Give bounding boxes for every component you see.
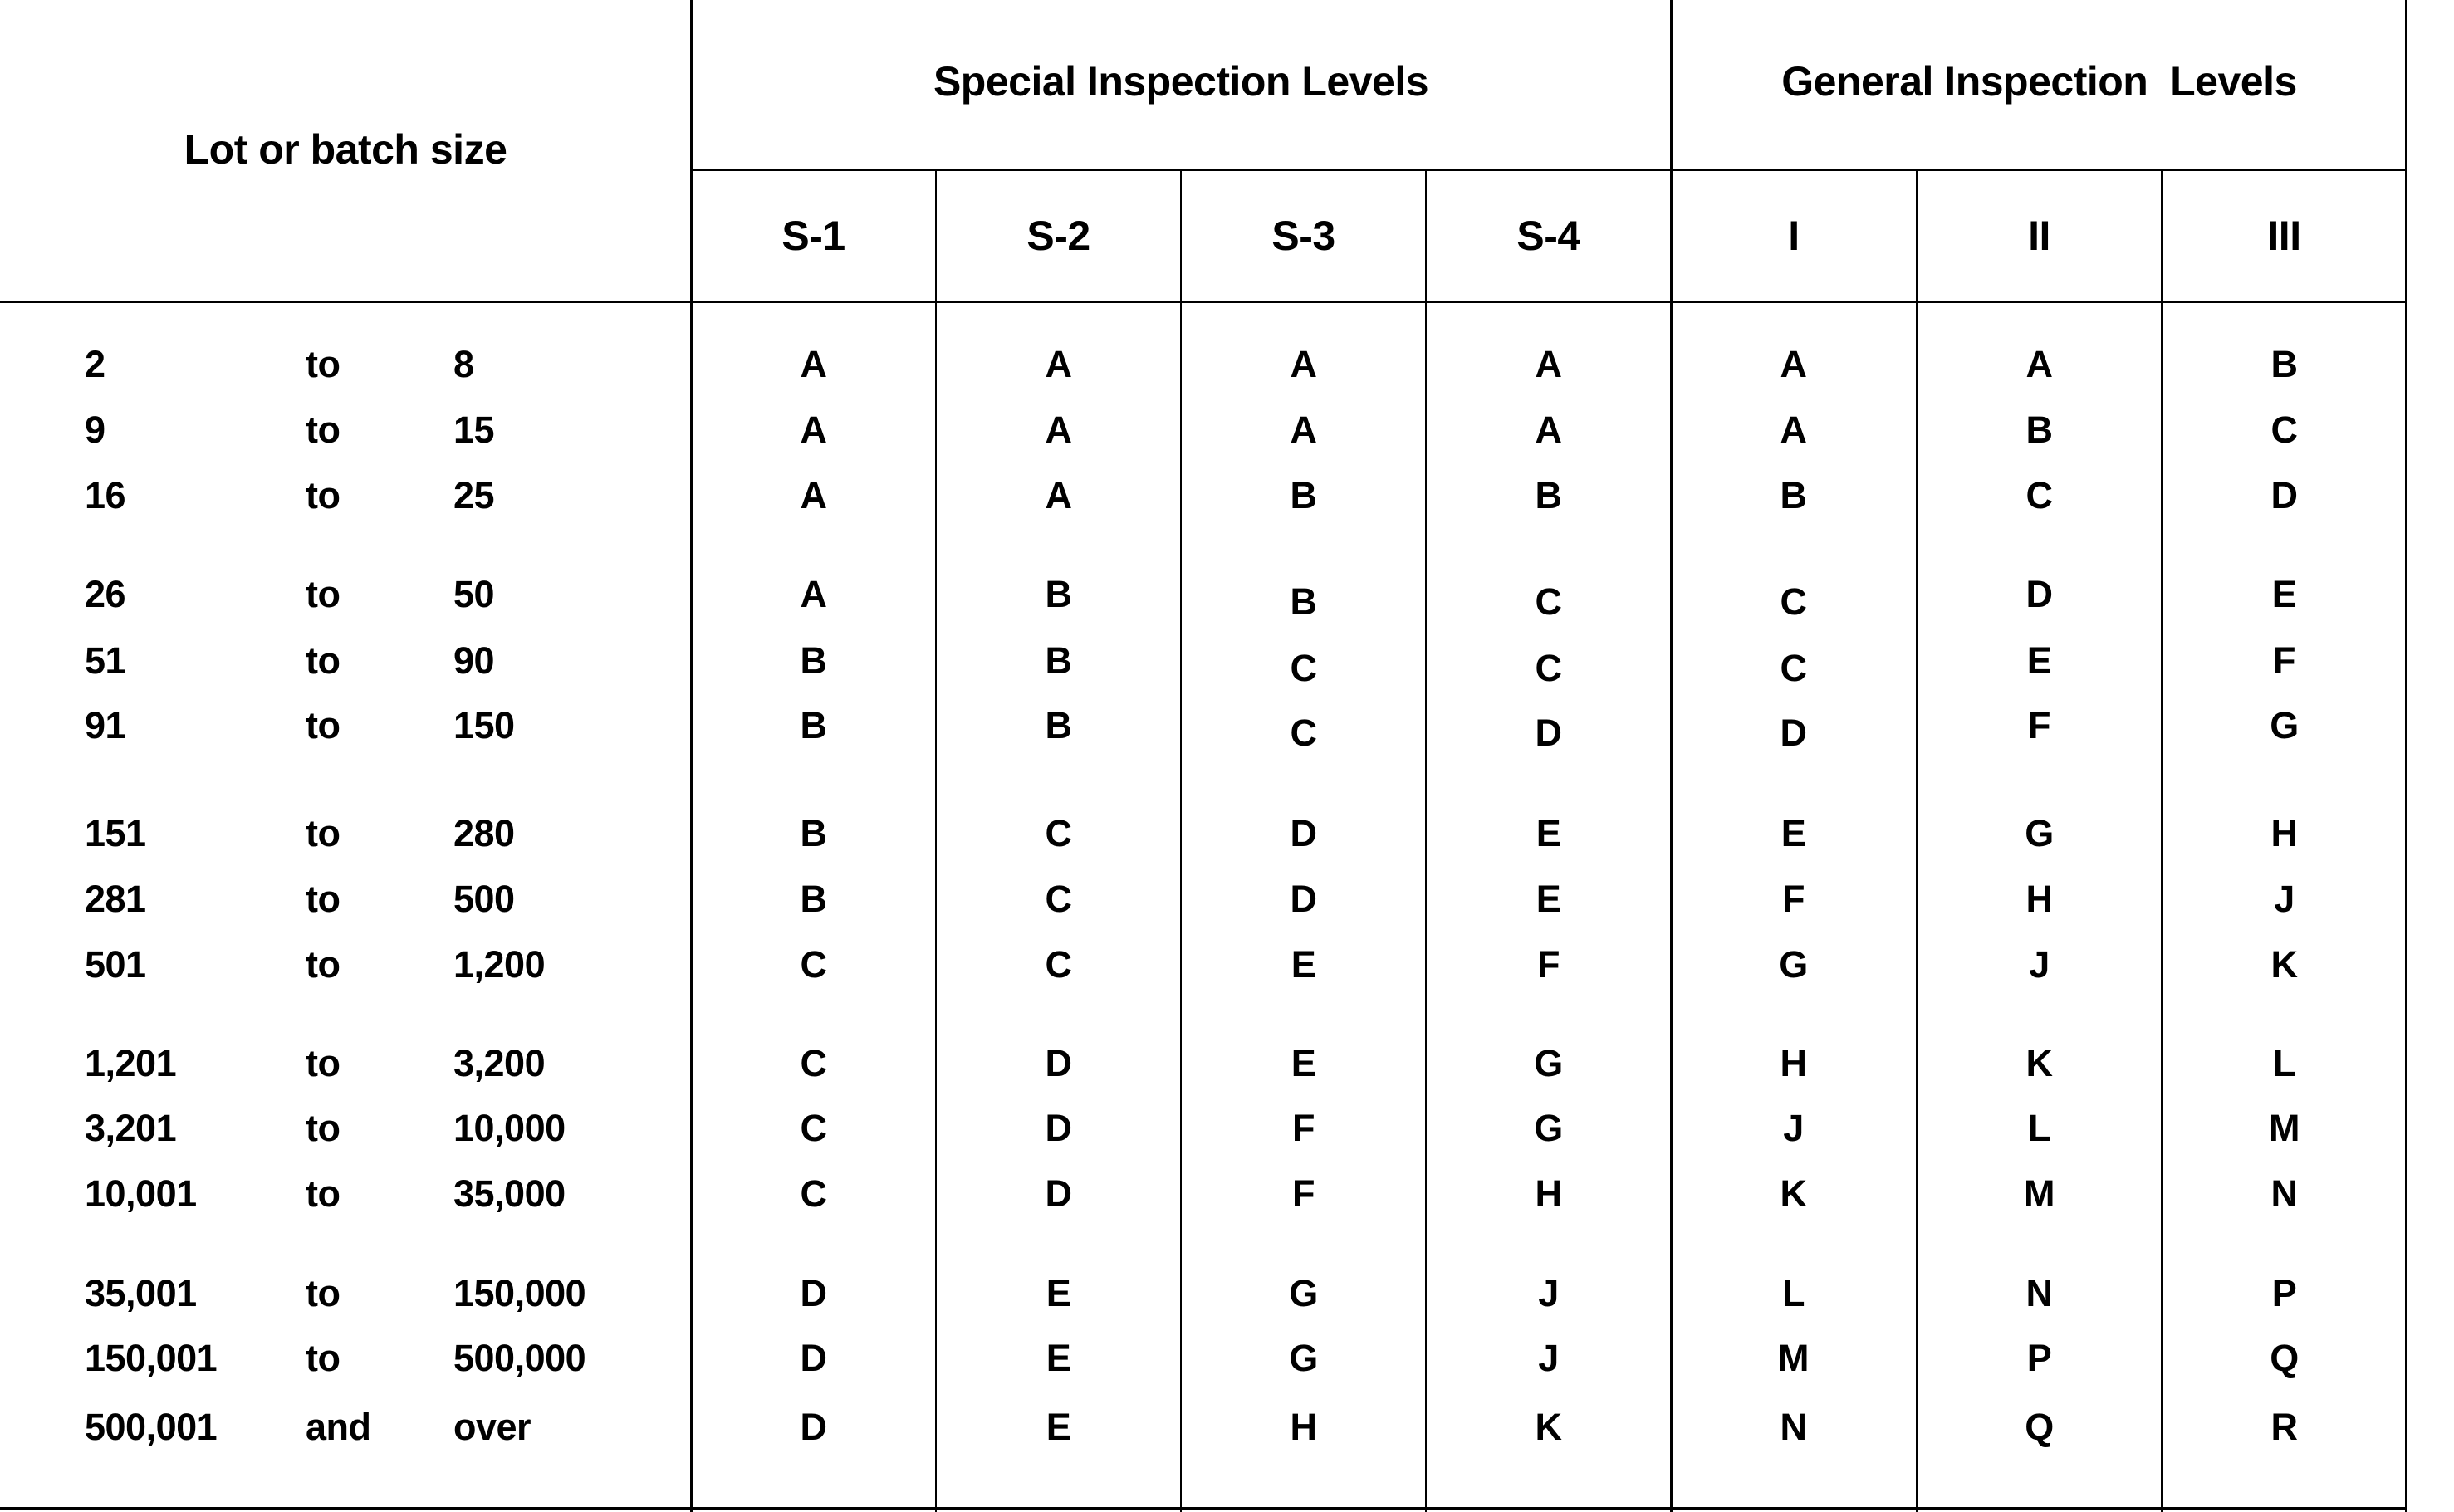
lot-size-separator: to	[306, 1107, 340, 1149]
sample-code-s4: A	[1535, 409, 1562, 451]
sample-code-s3: E	[1291, 943, 1316, 986]
rule-horizontal-group-header	[691, 169, 2407, 171]
sample-code-s4: J	[1538, 1337, 1559, 1379]
lot-size-separator: to	[306, 704, 340, 746]
sample-code-ii: L	[2028, 1107, 2050, 1149]
rule-horizontal-bottom-border	[0, 1507, 2407, 1510]
column-header-iii: III	[2267, 213, 2301, 259]
lot-size-to: 500,000	[453, 1337, 586, 1379]
column-header-ii: II	[2028, 213, 2050, 259]
sample-code-s2: D	[1045, 1107, 1072, 1149]
lot-size-separator: to	[306, 573, 340, 615]
lot-size-separator: and	[306, 1406, 371, 1448]
sample-code-s3: H	[1290, 1406, 1317, 1448]
sample-code-s1: B	[800, 812, 827, 854]
lot-size-separator: to	[306, 878, 340, 920]
sample-code-s4: C	[1535, 580, 1562, 623]
sample-code-i: A	[1780, 343, 1807, 385]
sample-code-s3: C	[1290, 712, 1317, 754]
sample-code-s4: J	[1538, 1272, 1559, 1314]
sample-code-s2: A	[1045, 409, 1072, 451]
lot-size-to: 3,200	[453, 1042, 546, 1084]
sample-code-s4: G	[1534, 1107, 1563, 1149]
sample-code-s2: C	[1045, 812, 1072, 854]
sample-code-iii: J	[2274, 878, 2295, 920]
sample-code-s3: G	[1289, 1337, 1318, 1379]
sample-code-s1: A	[800, 474, 827, 516]
sample-code-iii: L	[2273, 1042, 2295, 1084]
sample-code-s1: C	[800, 943, 827, 986]
column-header-s3: S-3	[1271, 213, 1335, 259]
sample-code-i: J	[1783, 1107, 1804, 1149]
lot-size-to: 150	[453, 704, 515, 746]
sample-code-s1: B	[800, 878, 827, 920]
sample-code-iii: Q	[2270, 1337, 2299, 1379]
lot-size-from: 51	[85, 639, 126, 682]
sample-code-ii: F	[2028, 704, 2050, 746]
sample-code-ii: M	[2024, 1172, 2055, 1215]
sample-code-ii: H	[2025, 878, 2053, 920]
lot-size-separator: to	[306, 1172, 340, 1215]
sample-code-s1: B	[800, 639, 827, 682]
sample-code-s4: K	[1535, 1406, 1562, 1448]
sample-code-iii: G	[2270, 704, 2299, 746]
sample-code-s4: E	[1536, 812, 1561, 854]
sample-code-ii: C	[2025, 474, 2053, 516]
sample-code-s2: B	[1045, 704, 1072, 746]
sample-code-s4: D	[1535, 712, 1562, 754]
sample-code-s2: C	[1045, 943, 1072, 986]
lot-size-from: 501	[85, 943, 146, 986]
sample-code-s3: B	[1290, 580, 1317, 623]
lot-size-to: 10,000	[453, 1107, 566, 1149]
lot-size-to: 500	[453, 878, 515, 920]
sample-code-iii: C	[2270, 409, 2298, 451]
sample-code-s1: D	[800, 1337, 827, 1379]
lot-size-separator: to	[306, 943, 340, 986]
sample-code-s4: H	[1535, 1172, 1562, 1215]
rule-horizontal-header-bottom	[0, 301, 2407, 303]
lot-size-from: 91	[85, 704, 126, 746]
lot-size-from: 150,001	[85, 1337, 218, 1379]
sample-code-s1: C	[800, 1172, 827, 1215]
sample-code-s2: B	[1045, 639, 1072, 682]
lot-size-from: 2	[85, 343, 105, 385]
general-inspection-levels-header: General Inspection Levels	[1781, 58, 2297, 105]
sample-code-s1: C	[800, 1042, 827, 1084]
lot-size-from: 151	[85, 812, 146, 854]
sample-code-s2: E	[1046, 1406, 1071, 1448]
sample-code-s3: A	[1290, 409, 1317, 451]
sample-code-s3: F	[1292, 1107, 1315, 1149]
sample-code-ii: P	[2026, 1337, 2052, 1379]
sample-code-iii: P	[2271, 1272, 2297, 1314]
lot-size-separator: to	[306, 639, 340, 682]
sample-code-s2: D	[1045, 1172, 1072, 1215]
lot-size-from: 500,001	[85, 1406, 218, 1448]
sample-code-s4: A	[1535, 343, 1562, 385]
sample-code-ii: E	[2026, 639, 2052, 682]
lot-size-header: Lot or batch size	[184, 126, 507, 173]
lot-size-to: 35,000	[453, 1172, 566, 1215]
sample-code-s3: E	[1291, 1042, 1316, 1084]
sample-code-s2: D	[1045, 1042, 1072, 1084]
lot-size-from: 26	[85, 573, 126, 615]
sample-code-s2: C	[1045, 878, 1072, 920]
sample-code-iii: D	[2270, 474, 2298, 516]
sample-code-s2: B	[1045, 573, 1072, 615]
sample-code-iii: K	[2270, 943, 2298, 986]
lot-size-from: 9	[85, 409, 105, 451]
lot-size-separator: to	[306, 812, 340, 854]
sample-code-s1: B	[800, 704, 827, 746]
sample-code-ii: D	[2025, 573, 2053, 615]
lot-size-to: 280	[453, 812, 515, 854]
lot-size-separator: to	[306, 1337, 340, 1379]
sample-code-i: M	[1778, 1337, 1809, 1379]
lot-size-from: 16	[85, 474, 126, 516]
lot-size-to: 8	[453, 343, 474, 385]
column-header-s2: S-2	[1026, 213, 1090, 259]
lot-size-separator: to	[306, 409, 340, 451]
sample-code-iii: N	[2270, 1172, 2298, 1215]
lot-size-to: 150,000	[453, 1272, 586, 1314]
lot-size-separator: to	[306, 1272, 340, 1314]
sample-code-i: C	[1780, 647, 1807, 689]
sample-code-i: A	[1780, 409, 1807, 451]
sample-code-s3: D	[1290, 878, 1317, 920]
lot-size-separator: to	[306, 343, 340, 385]
sample-code-i: N	[1780, 1406, 1807, 1448]
sample-code-iii: F	[2273, 639, 2295, 682]
sample-code-ii: B	[2025, 409, 2053, 451]
sample-code-s3: B	[1290, 474, 1317, 516]
sample-code-s4: G	[1534, 1042, 1563, 1084]
sample-code-s3: F	[1292, 1172, 1315, 1215]
sample-code-s2: E	[1046, 1272, 1071, 1314]
lot-size-separator: to	[306, 474, 340, 516]
sample-code-iii: H	[2270, 812, 2298, 854]
sample-code-ii: Q	[2025, 1406, 2054, 1448]
column-header-s4: S-4	[1516, 213, 1580, 259]
sample-code-s4: B	[1535, 474, 1562, 516]
sample-code-i: K	[1780, 1172, 1807, 1215]
sample-code-s1: D	[800, 1272, 827, 1314]
sample-code-s1: A	[800, 409, 827, 451]
sample-code-s3: C	[1290, 647, 1317, 689]
lot-size-to: over	[453, 1406, 531, 1448]
column-header-i: I	[1788, 213, 1800, 259]
lot-size-separator: to	[306, 1042, 340, 1084]
lot-size-from: 281	[85, 878, 146, 920]
sample-code-s1: C	[800, 1107, 827, 1149]
lot-size-to: 1,200	[453, 943, 546, 986]
column-header-s1: S-1	[781, 213, 845, 259]
sample-code-ii: G	[2025, 812, 2054, 854]
sample-code-s4: F	[1537, 943, 1560, 986]
special-inspection-levels-header: Special Inspection Levels	[933, 58, 1429, 105]
lot-size-to: 15	[453, 409, 495, 451]
sample-code-s2: E	[1046, 1337, 1071, 1379]
sample-code-iii: E	[2271, 573, 2297, 615]
lot-size-to: 50	[453, 573, 495, 615]
sample-code-ii: N	[2025, 1272, 2053, 1314]
lot-size-from: 10,001	[85, 1172, 197, 1215]
sample-code-i: B	[1780, 474, 1807, 516]
lot-size-from: 3,201	[85, 1107, 177, 1149]
sample-code-s3: D	[1290, 812, 1317, 854]
sample-code-i: F	[1782, 878, 1805, 920]
sample-code-s1: A	[800, 343, 827, 385]
sample-code-i: D	[1780, 712, 1807, 754]
sample-code-s2: A	[1045, 343, 1072, 385]
sample-code-iii: M	[2269, 1107, 2300, 1149]
sample-code-i: E	[1780, 812, 1806, 854]
sample-code-ii: A	[2025, 343, 2053, 385]
lot-size-to: 90	[453, 639, 495, 682]
sample-code-ii: J	[2029, 943, 2050, 986]
sample-code-s1: A	[800, 573, 827, 615]
sample-code-i: H	[1780, 1042, 1807, 1084]
sample-code-s1: D	[800, 1406, 827, 1448]
lot-size-to: 25	[453, 474, 495, 516]
sample-code-s4: E	[1536, 878, 1561, 920]
lot-size-from: 35,001	[85, 1272, 197, 1314]
sample-code-s4: C	[1535, 647, 1562, 689]
sample-code-iii: B	[2270, 343, 2298, 385]
sample-code-s3: G	[1289, 1272, 1318, 1314]
sample-code-i: L	[1782, 1272, 1805, 1314]
sample-code-s2: A	[1045, 474, 1072, 516]
lot-size-from: 1,201	[85, 1042, 177, 1084]
sample-code-s3: A	[1290, 343, 1317, 385]
sample-code-i: C	[1780, 580, 1807, 623]
sample-code-i: G	[1779, 943, 1808, 986]
sample-code-iii: R	[2270, 1406, 2298, 1448]
sample-code-ii: K	[2025, 1042, 2053, 1084]
